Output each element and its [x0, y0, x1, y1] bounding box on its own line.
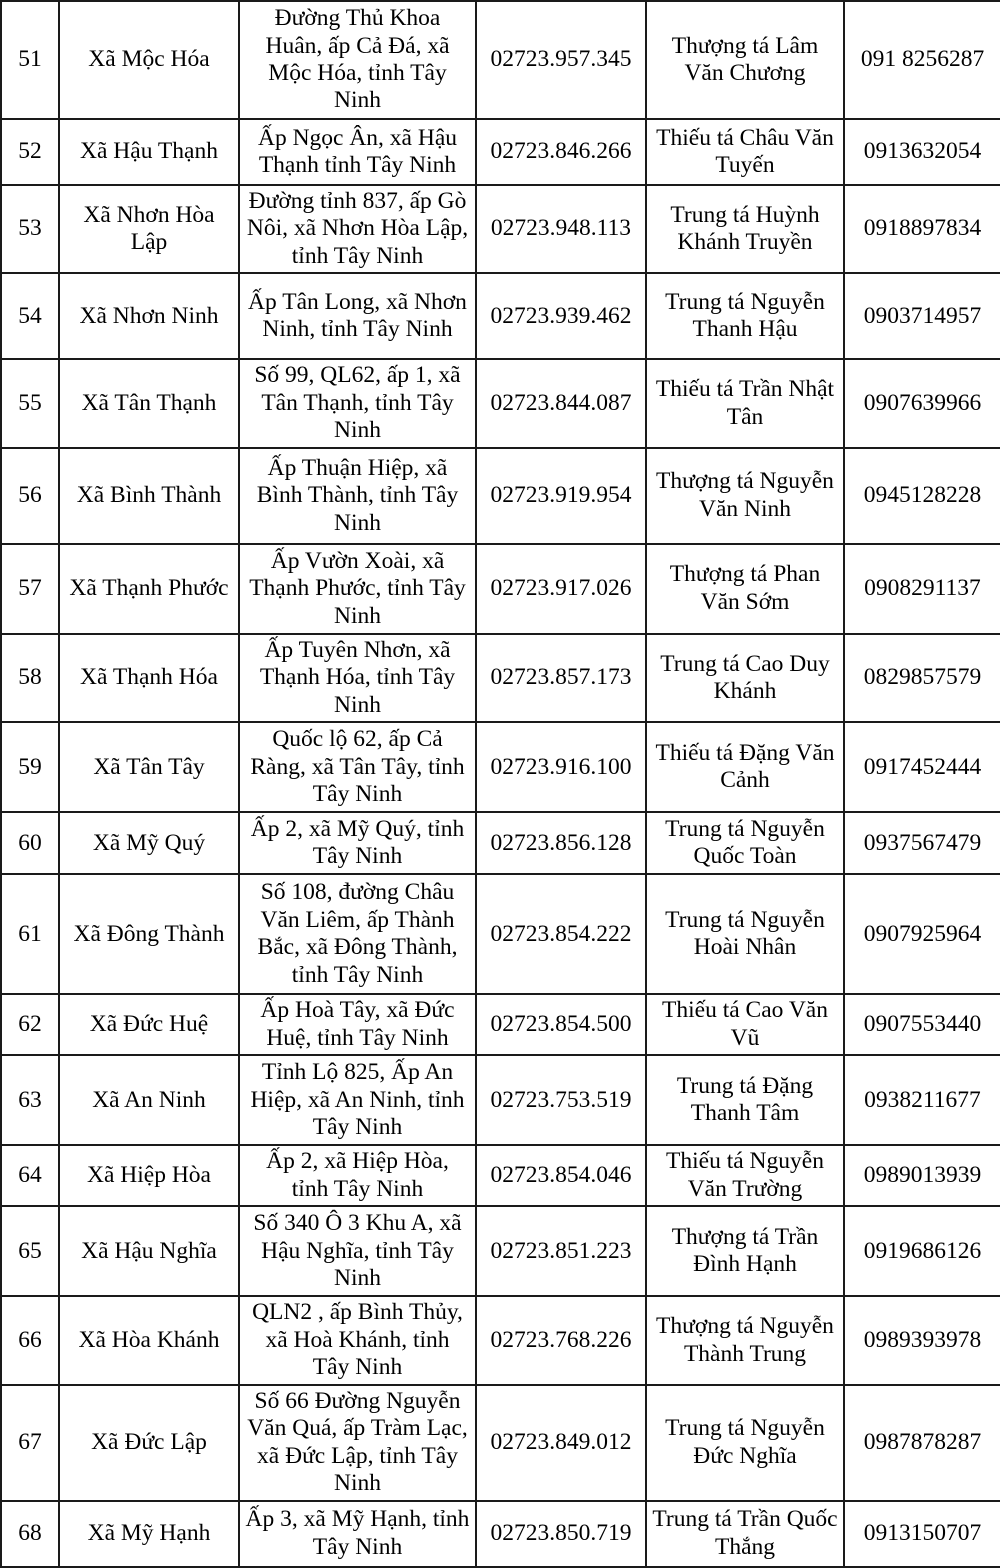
address-cell: Đường tỉnh 837, ấp Gò Nôi, xã Nhơn Hòa Lập, tỉnh Tây Ninh	[239, 185, 476, 273]
ward-name-cell: Xã Hòa Khánh	[59, 1296, 239, 1384]
ward-name-cell: Xã Mỹ Quý	[59, 812, 239, 874]
mobile-phone-cell: 0908291137	[844, 544, 1000, 634]
mobile-phone-cell: 0907639966	[844, 359, 1000, 447]
mobile-phone-cell: 0989013939	[844, 1145, 1000, 1206]
chief-officer-cell: Trung tá Nguyễn Quốc Toàn	[646, 812, 844, 874]
ward-name-cell: Xã Tân Thạnh	[59, 359, 239, 447]
row-index-cell: 55	[1, 359, 59, 447]
chief-officer-cell: Thiếu tá Nguyễn Văn Trường	[646, 1145, 844, 1206]
office-phone-cell: 02723.939.462	[476, 273, 646, 359]
table-row	[1, 1501, 1000, 1567]
office-phone-cell: 02723.753.519	[476, 1055, 646, 1145]
ward-name-cell: Xã Hiệp Hòa	[59, 1145, 239, 1206]
row-index-cell: 58	[1, 634, 59, 722]
chief-officer-cell: Thiếu tá Đặng Văn Cảnh	[646, 722, 844, 812]
ward-name-cell: Xã Đông Thành	[59, 874, 239, 994]
chief-officer-cell: Trung tá Huỳnh Khánh Truyền	[646, 185, 844, 273]
table-row	[1, 448, 1000, 544]
row-index-cell: 56	[1, 448, 59, 544]
table-row	[1, 185, 1000, 273]
ward-name-cell: Xã Thạnh Phước	[59, 544, 239, 634]
chief-officer-cell: Trung tá Nguyễn Thanh Hậu	[646, 273, 844, 359]
chief-officer-cell: Thượng tá Nguyễn Văn Ninh	[646, 448, 844, 544]
mobile-phone-cell: 0918897834	[844, 185, 1000, 273]
address-cell: Ấp 2, xã Hiệp Hòa, tỉnh Tây Ninh	[239, 1145, 476, 1206]
ward-name-cell: Xã Đức Lập	[59, 1385, 239, 1501]
address-cell: Quốc lộ 62, ấp Cả Ràng, xã Tân Tây, tỉnh Tây Ninh	[239, 722, 476, 812]
row-index-cell: 61	[1, 874, 59, 994]
row-index-cell: 68	[1, 1501, 59, 1567]
chief-officer-cell: Thiếu tá Cao Văn Vũ	[646, 994, 844, 1055]
address-cell: Số 99, QL62, ấp 1, xã Tân Thạnh, tỉnh Tây Ninh	[239, 359, 476, 447]
office-phone-cell: 02723.857.173	[476, 634, 646, 722]
row-index-cell: 62	[1, 994, 59, 1055]
row-index-cell: 52	[1, 119, 59, 185]
office-phone-cell: 02723.948.113	[476, 185, 646, 273]
address-cell: Ấp 2, xã Mỹ Quý, tỉnh Tây Ninh	[239, 812, 476, 874]
office-phone-cell: 02723.854.500	[476, 994, 646, 1055]
table-row	[1, 874, 1000, 994]
ward-name-cell: Xã Hậu Nghĩa	[59, 1206, 239, 1296]
mobile-phone-cell: 0907925964	[844, 874, 1000, 994]
table-row	[1, 1, 1000, 119]
office-phone-cell: 02723.957.345	[476, 1, 646, 119]
office-phone-cell: 02723.917.026	[476, 544, 646, 634]
ward-name-cell: Xã Nhơn Hòa Lập	[59, 185, 239, 273]
chief-officer-cell: Thượng tá Phan Văn Sớm	[646, 544, 844, 634]
office-phone-cell: 02723.854.222	[476, 874, 646, 994]
table-row	[1, 359, 1000, 447]
row-index-cell: 63	[1, 1055, 59, 1145]
address-cell: Đường Thủ Khoa Huân, ấp Cả Đá, xã Mộc Hóa, tỉnh Tây Ninh	[239, 1, 476, 119]
table-row	[1, 1055, 1000, 1145]
mobile-phone-cell: 0917452444	[844, 722, 1000, 812]
table-row	[1, 634, 1000, 722]
office-phone-cell: 02723.844.087	[476, 359, 646, 447]
address-cell: Tỉnh Lộ 825, Ấp An Hiệp, xã An Ninh, tỉnh Tây Ninh	[239, 1055, 476, 1145]
ward-name-cell: Xã Mỹ Hạnh	[59, 1501, 239, 1567]
office-phone-cell: 02723.849.012	[476, 1385, 646, 1501]
office-phone-cell: 02723.854.046	[476, 1145, 646, 1206]
office-phone-cell: 02723.851.223	[476, 1206, 646, 1296]
ward-name-cell: Xã Nhơn Ninh	[59, 273, 239, 359]
row-index-cell: 65	[1, 1206, 59, 1296]
address-cell: Ấp Tuyên Nhơn, xã Thạnh Hóa, tỉnh Tây Ninh	[239, 634, 476, 722]
address-cell: Ấp Tân Long, xã Nhơn Ninh, tỉnh Tây Ninh	[239, 273, 476, 359]
chief-officer-cell: Thượng tá Nguyễn Thành Trung	[646, 1296, 844, 1384]
chief-officer-cell: Trung tá Cao Duy Khánh	[646, 634, 844, 722]
address-cell: Số 66 Đường Nguyễn Văn Quá, ấp Tràm Lạc, xã Đức Lập, tỉnh Tây Ninh	[239, 1385, 476, 1501]
table-row	[1, 1296, 1000, 1384]
row-index-cell: 53	[1, 185, 59, 273]
office-phone-cell: 02723.916.100	[476, 722, 646, 812]
ward-name-cell: Xã Mộc Hóa	[59, 1, 239, 119]
chief-officer-cell: Thượng tá Lâm Văn Chương	[646, 1, 844, 119]
mobile-phone-cell: 0913632054	[844, 119, 1000, 185]
chief-officer-cell: Thiếu tá Châu Văn Tuyến	[646, 119, 844, 185]
chief-officer-cell: Trung tá Đặng Thanh Tâm	[646, 1055, 844, 1145]
table-row	[1, 812, 1000, 874]
address-cell: Số 340 Ô 3 Khu A, xã Hậu Nghĩa, tỉnh Tây Ninh	[239, 1206, 476, 1296]
chief-officer-cell: Trung tá Nguyễn Đức Nghĩa	[646, 1385, 844, 1501]
row-index-cell: 67	[1, 1385, 59, 1501]
mobile-phone-cell: 0989393978	[844, 1296, 1000, 1384]
mobile-phone-cell: 0829857579	[844, 634, 1000, 722]
address-cell: Ấp Hoà Tây, xã Đức Huệ, tỉnh Tây Ninh	[239, 994, 476, 1055]
chief-officer-cell: Thượng tá Trần Đình Hạnh	[646, 1206, 844, 1296]
chief-officer-cell: Trung tá Trần Quốc Thắng	[646, 1501, 844, 1567]
row-index-cell: 57	[1, 544, 59, 634]
mobile-phone-cell: 0919686126	[844, 1206, 1000, 1296]
table-row	[1, 1145, 1000, 1206]
table-body	[1, 1, 1000, 1567]
chief-officer-cell: Trung tá Nguyễn Hoài Nhân	[646, 874, 844, 994]
row-index-cell: 54	[1, 273, 59, 359]
table-row	[1, 994, 1000, 1055]
ward-name-cell: Xã Thạnh Hóa	[59, 634, 239, 722]
mobile-phone-cell: 0945128228	[844, 448, 1000, 544]
mobile-phone-cell: 0913150707	[844, 1501, 1000, 1567]
ward-name-cell: Xã Hậu Thạnh	[59, 119, 239, 185]
table-row	[1, 273, 1000, 359]
mobile-phone-cell: 0907553440	[844, 994, 1000, 1055]
row-index-cell: 59	[1, 722, 59, 812]
ward-name-cell: Xã Bình Thành	[59, 448, 239, 544]
mobile-phone-cell: 0903714957	[844, 273, 1000, 359]
row-index-cell: 66	[1, 1296, 59, 1384]
office-phone-cell: 02723.846.266	[476, 119, 646, 185]
address-cell: Ấp Ngọc Ân, xã Hậu Thạnh tỉnh Tây Ninh	[239, 119, 476, 185]
address-cell: QLN2 , ấp Bình Thủy, xã Hoà Khánh, tỉnh Tây Ninh	[239, 1296, 476, 1384]
address-cell: Ấp Thuận Hiệp, xã Bình Thành, tỉnh Tây Ninh	[239, 448, 476, 544]
office-phone-cell: 02723.919.954	[476, 448, 646, 544]
office-phone-cell: 02723.850.719	[476, 1501, 646, 1567]
chief-officer-cell: Thiếu tá Trần Nhật Tân	[646, 359, 844, 447]
mobile-phone-cell: 0987878287	[844, 1385, 1000, 1501]
office-phone-cell: 02723.856.128	[476, 812, 646, 874]
mobile-phone-cell: 091 8256287	[844, 1, 1000, 119]
mobile-phone-cell: 0938211677	[844, 1055, 1000, 1145]
row-index-cell: 64	[1, 1145, 59, 1206]
ward-name-cell: Xã Đức Huệ	[59, 994, 239, 1055]
table-row	[1, 119, 1000, 185]
office-phone-cell: 02723.768.226	[476, 1296, 646, 1384]
table-row	[1, 544, 1000, 634]
address-cell: Số 108, đường Châu Văn Liêm, ấp Thành Bắc, xã Đông Thành, tỉnh Tây Ninh	[239, 874, 476, 994]
table-row	[1, 1385, 1000, 1501]
mobile-phone-cell: 0937567479	[844, 812, 1000, 874]
ward-name-cell: Xã An Ninh	[59, 1055, 239, 1145]
table-row	[1, 1206, 1000, 1296]
row-index-cell: 51	[1, 1, 59, 119]
address-cell: Ấp 3, xã Mỹ Hạnh, tỉnh Tây Ninh	[239, 1501, 476, 1567]
row-index-cell: 60	[1, 812, 59, 874]
address-cell: Ấp Vườn Xoài, xã Thạnh Phước, tỉnh Tây Ninh	[239, 544, 476, 634]
ward-name-cell: Xã Tân Tây	[59, 722, 239, 812]
table-row	[1, 722, 1000, 812]
